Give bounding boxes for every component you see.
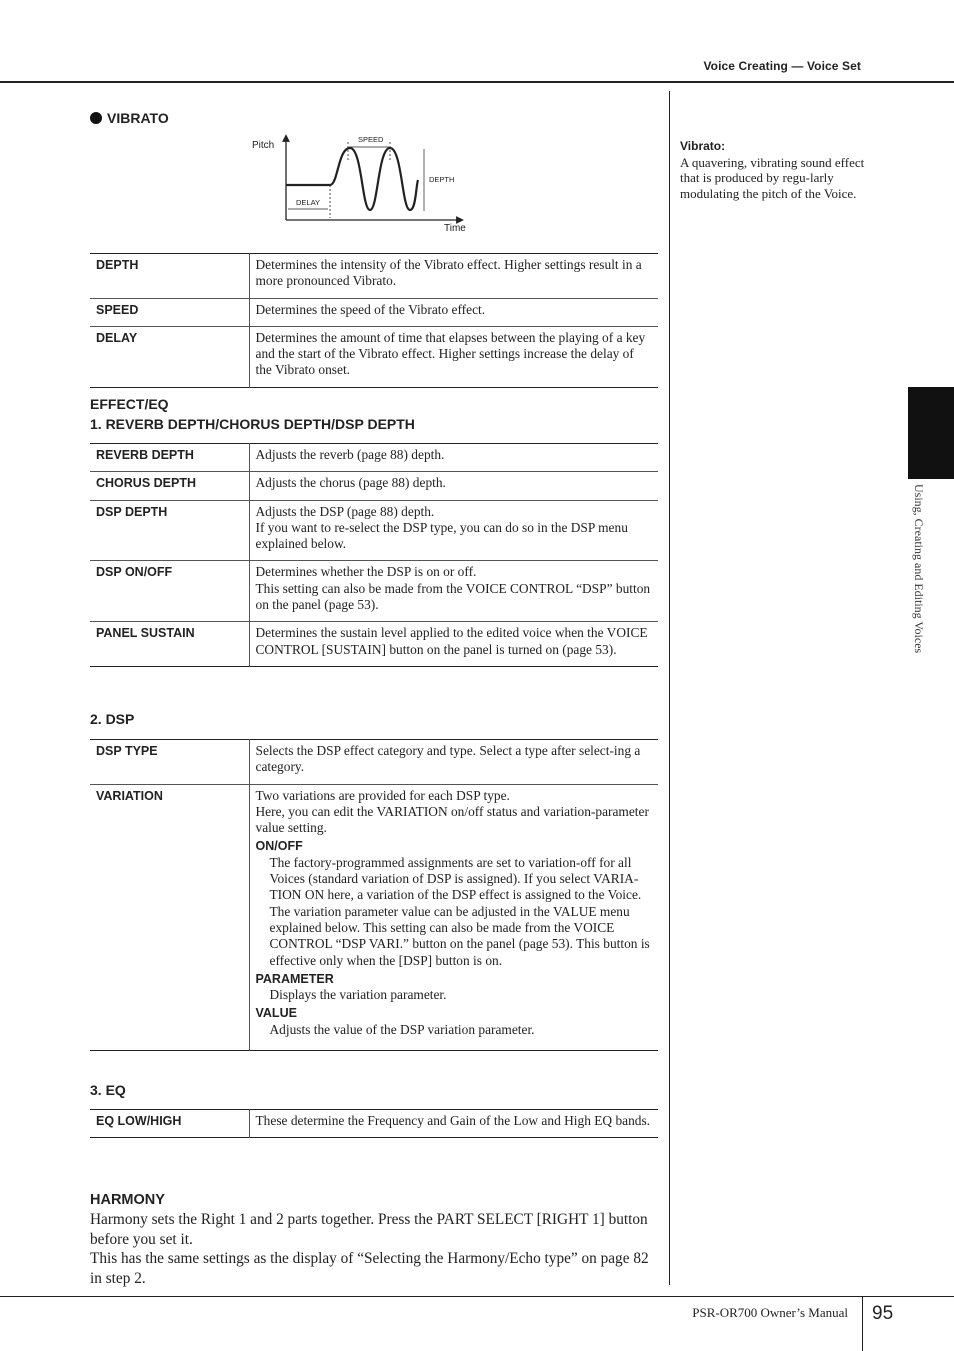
- dsp-heading: 2. DSP: [90, 711, 135, 727]
- param-name: CHORUS DEPTH: [90, 472, 249, 500]
- effect-depth-table: [90, 443, 658, 667]
- param-desc: Two variations are provided for each DSP type. Here, you can edit the VARIATION on/off status and variation-parameter value setting. ON/OFF The factory-programmed assignments are set to variation-off for all Voices (standard variation of DSP is assigned). If you select VARIA-TION ON here, a variation of the DSP effect is assigned to the Voice. The variation parameter value can be adjusted in the VALUE menu explained below. This setting can also be made from the VOICE CONTROL “DSP VARI.” button on the panel (page 53). This button is effective only when the [DSP] button is on. PARAMETER Displays the variation parameter. VALUE Adjusts the value of the DSP variation parameter.: [249, 784, 658, 1050]
- param-name: VARIATION: [90, 784, 249, 1050]
- param-name: DSP TYPE: [90, 740, 249, 785]
- value-title: VALUE: [255, 1006, 297, 1021]
- param-desc: Determines whether the DSP is on or off. This setting can also be made from the VOICE CONTROL “DSP” button on the panel (page 53).: [249, 561, 658, 622]
- table-row: [90, 444, 658, 472]
- param-desc: Selects the DSP effect category and type. Select a type after select-ing a category.: [249, 740, 658, 785]
- pitch-axis-label: Pitch: [252, 140, 275, 151]
- reverb-chorus-dsp-heading: 1. REVERB DEPTH/CHORUS DEPTH/DSP DEPTH: [90, 416, 415, 432]
- table-row: [90, 500, 658, 561]
- onoff-body: The factory-programmed assignments are set to variation-off for all Voices (standard variation of DSP is assigned). If you select VARIA-TION ON here, a variation of the DSP effect is assigned to the Voice. The variation parameter value can be adjusted in the VALUE menu explained below. This setting can also be made from the VOICE CONTROL “DSP VARI.” button on the panel (page 53). This button is effective only when the [DSP] button is on.: [269, 854, 650, 968]
- dsp-table: [90, 739, 658, 1051]
- vibrato-heading: VIBRATO: [90, 110, 169, 126]
- vibrato-table: [90, 253, 658, 388]
- depth-label: DEPTH: [429, 175, 455, 184]
- harmony-body: Harmony sets the Right 1 and 2 parts together. Press the PART SELECT [RIGHT 1] button before you set it. This has the same settings as the display of “Selecting the Harmony/Echo type” on page 82 in step 2.: [90, 1211, 649, 1287]
- value-body: Adjusts the value of the DSP variation parameter.: [269, 1021, 535, 1037]
- delay-label: DELAY: [296, 198, 321, 207]
- table-row: [90, 740, 658, 785]
- param-name: PANEL SUSTAIN: [90, 622, 249, 667]
- param-name: DELAY: [90, 326, 249, 387]
- param-desc: Adjusts the reverb (page 88) depth.: [249, 444, 658, 472]
- vibrato-diagram: [250, 130, 475, 235]
- table-row: [90, 622, 658, 667]
- param-desc: These determine the Frequency and Gain of the Low and High EQ bands.: [255, 1113, 651, 1128]
- page-number: 95: [872, 1303, 894, 1324]
- table-row: [90, 326, 658, 387]
- manual-title: PSR-OR700 Owner’s Manual: [692, 1305, 848, 1320]
- margin-note: [680, 139, 865, 201]
- table-row: [90, 298, 658, 326]
- param-name: SPEED: [90, 298, 249, 326]
- note-body: A quavering, vibrating sound effect that is produced by regu-larly modulating the pitch of the Voice.: [680, 154, 865, 201]
- eq-heading: 3. EQ: [90, 1082, 126, 1098]
- table-row: [90, 472, 658, 500]
- param-desc: Adjusts the DSP (page 88) depth. If you want to re-select the DSP type, you can do so in the DSP menu explained below.: [249, 500, 658, 561]
- param-name: EQ LOW/HIGH: [90, 1110, 249, 1138]
- param-desc: Adjusts the chorus (page 88) depth.: [249, 472, 658, 500]
- table-row: [90, 561, 658, 622]
- param-desc: Determines the sustain level applied to the edited voice when the VOICE CONTROL [SUSTAIN] button on the panel is turned on (page 53).: [255, 625, 648, 657]
- running-header: Voice Creating — Voice Set: [703, 59, 861, 73]
- table-row: [90, 254, 658, 299]
- param-name: DSP DEPTH: [90, 500, 249, 561]
- harmony-heading: HARMONY: [90, 1192, 165, 1208]
- param-name: DSP ON/OFF: [90, 561, 249, 622]
- param-desc: Determines the intensity of the Vibrato effect. Higher settings result in a more pronounced Vibrato.: [249, 254, 658, 299]
- effect-eq-heading: EFFECT/EQ: [90, 396, 169, 412]
- column-divider: [669, 91, 670, 1285]
- parameter-body: Displays the variation parameter.: [269, 987, 447, 1003]
- param-desc: Determines the amount of time that elapses between the playing of a key and the start of the Vibrato effect. Higher settings increase the delay of the Vibrato onset.: [255, 329, 646, 378]
- param-name: DEPTH: [90, 254, 249, 299]
- onoff-title: ON/OFF: [255, 839, 303, 854]
- table-row: [90, 784, 658, 1050]
- footer-divider: [862, 1296, 863, 1351]
- header-rule: [0, 81, 954, 83]
- chapter-tab: [908, 387, 954, 479]
- chapter-tab-label: Using, Creating and Editing Voices: [912, 484, 926, 654]
- param-desc: Determines the speed of the Vibrato effect.: [249, 298, 658, 326]
- time-axis-label: Time: [444, 223, 466, 234]
- bullet-icon: [90, 112, 102, 124]
- footer-rule: [0, 1296, 954, 1297]
- eq-table: [90, 1109, 658, 1138]
- param-name: REVERB DEPTH: [90, 444, 249, 472]
- speed-label: SPEED: [358, 135, 384, 144]
- note-title: Vibrato:: [680, 139, 726, 153]
- table-row: [90, 1110, 658, 1138]
- parameter-title: PARAMETER: [255, 971, 334, 986]
